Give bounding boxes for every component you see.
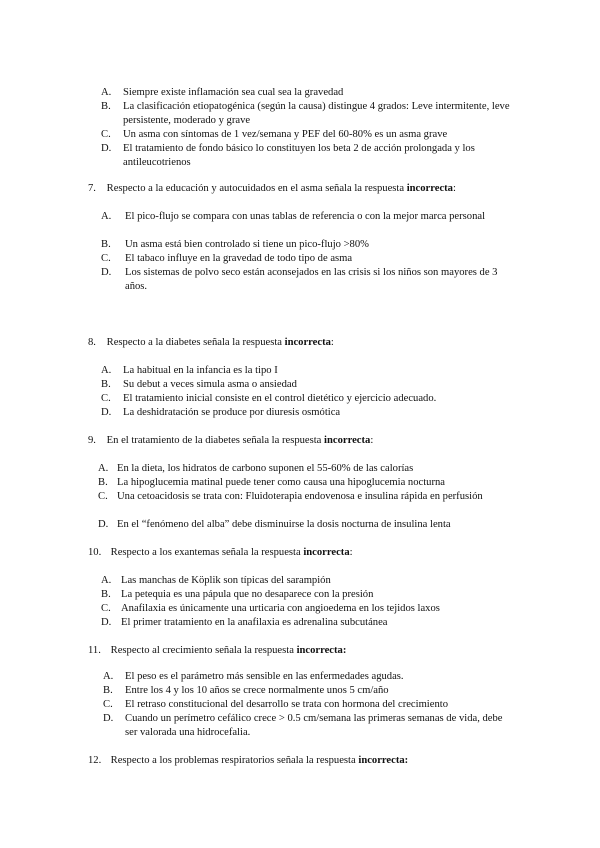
option-text: Siempre existe inflamación sea cual sea la gravedad [123,87,344,98]
option-letter: D. [101,407,112,418]
option-text: El tratamiento inicial consiste en el control dietético y ejercicio adecuado. [123,393,437,404]
question-suffix: : [452,183,456,194]
option-text: Anafilaxia es únicamente una urticaria con angioedema en los tejidos laxos [121,603,440,614]
question-prompt: Respecto al crecimiento señala la respuesta [110,645,294,656]
option-text: La petequia es una pápula que no desaparece con la presión [121,589,374,600]
option-text: La clasificación etiopatogénica (según la causa) distingue 4 grados: Leve intermitente, leve persistente, moderado y grave [123,101,510,126]
option-text: El tratamiento de fondo básico lo constituyen los beta 2 de acción prolongada y los antileucotrienos [123,143,475,168]
question-emphasis: incorrecta: [358,755,409,766]
question-number: 7. [88,183,96,194]
option-letter: A. [101,87,112,98]
option-letter: A. [101,365,112,376]
question-number: 11. [88,645,101,656]
option-letter: C. [101,603,111,614]
question-emphasis: incorrecta [284,337,331,348]
question-number: 12. [88,755,102,766]
option-letter: A. [101,211,112,222]
option-letter: D. [101,617,112,628]
question-11 [88,644,528,658]
question-number: 10. [88,547,102,558]
option-letter: C. [98,491,108,502]
question-suffix: : [370,435,374,446]
option-letter: B. [101,101,111,112]
question-emphasis: incorrecta [303,547,350,558]
question-emphasis: incorrecta [324,435,371,446]
question-7 [88,182,528,196]
question-emphasis: incorrecta [406,183,453,194]
option-text: El tabaco influye en la gravedad de todo tipo de asma [125,253,353,264]
question-prompt: Respecto a la educación y autocuidados en el asma señala la respuesta [106,183,405,194]
option-text: La deshidratación se produce por diuresis osmótica [123,407,341,418]
option-text: Las manchas de Köplik son típicas del sarampión [121,575,331,586]
option-letter: D. [101,143,112,154]
option-letter: B. [101,239,111,250]
option-letter: C. [101,129,111,140]
option-letter: C. [103,699,113,710]
question-prompt: Respecto a la diabetes señala la respuesta [106,337,282,348]
question-prompt: En el tratamiento de la diabetes señala la respuesta [106,435,322,446]
option-text: El peso es el parámetro más sensible en las enfermedades agudas. [125,671,404,682]
option-letter: C. [101,253,111,264]
option-text: Su debut a veces simula asma o ansiedad [123,379,297,390]
question-9 [88,434,528,448]
question-8 [88,336,528,350]
question-suffix: : [330,337,334,348]
option-letter: A. [101,575,112,586]
option-text: En la dieta, los hidratos de carbono suponen el 55-60% de las calorías [117,463,414,474]
question-number: 8. [88,337,96,348]
option-letter: D. [98,519,109,530]
option-text: Una cetoacidosis se trata con: Fluidoterapia endovenosa e insulina rápida en perfusión [117,491,483,502]
option-text: La hipoglucemia matinal puede tener como causa una hipoglucemia nocturna [117,477,445,488]
option-text: Un asma con síntomas de 1 vez/semana y PEF del 60-80% es un asma grave [123,129,448,140]
option-text: Cuando un perímetro cefálico crece > 0.5 cm/semana las primeras semanas de vida, debe ser valorada una hidrocefalia. [125,713,503,738]
option-text: La habitual en la infancia es la tipo I [123,365,278,376]
option-letter: B. [101,379,111,390]
question-number: 9. [88,435,96,446]
question-emphasis: incorrecta: [296,645,347,656]
option-text: El pico-flujo se compara con unas tablas de referencia o con la mejor marca personal [125,211,486,222]
option-text: El retraso constitucional del desarrollo se trata con hormona del crecimiento [125,699,448,710]
option-text: Entre los 4 y los 10 años se crece normalmente unos 5 cm/año [125,685,389,696]
option-letter: A. [98,463,109,474]
question-prompt: Respecto a los problemas respiratorios señala la respuesta [110,755,356,766]
option-text: Un asma está bien controlado si tiene un pico-flujo >80% [125,239,369,250]
option-letter: B. [98,477,108,488]
option-text: El primer tratamiento en la anafilaxia es adrenalina subcutánea [121,617,388,628]
question-suffix: : [349,547,353,558]
question-prompt: Respecto a los exantemas señala la respuesta [110,547,301,558]
option-letter: D. [101,267,112,278]
question-10 [88,546,528,560]
option-letter: A. [103,671,114,682]
option-letter: D. [103,713,114,724]
option-text: En el “fenómeno del alba” debe disminuirse la dosis nocturna de insulina lenta [117,519,451,530]
option-text: Los sistemas de polvo seco están aconsejados en las crisis si los niños son mayores de 3 años. [125,267,498,292]
option-letter: B. [101,589,111,600]
option-letter: B. [103,685,113,696]
option-letter: C. [101,393,111,404]
question-12 [88,754,528,768]
